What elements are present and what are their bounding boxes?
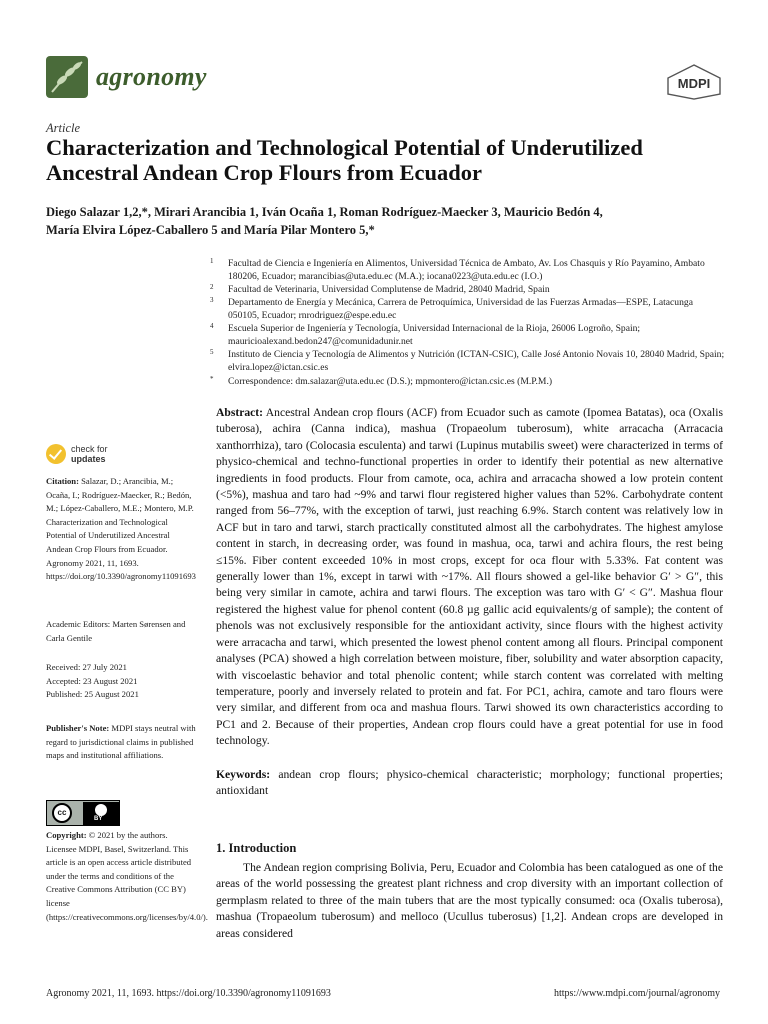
by-icon: BY [83,802,119,825]
abstract-text: Ancestral Andean crop flours (ACF) from Ecuador such as camote (Ipomea Batatas), oca (Oxalis tuberosa), achira (Canna indica), mashua (Tropaeolum tuberosum), white arracacha (Arracacia xanthorrhiza), taro (Colocasia esculenta) and tarwi (Lupinus mutabilis sweet) were characterized in terms of physico-chemical and techno-functional properties in order to identify their potential as new alternative ingredients in food products. Flour from camote, oca, achira and arracacha showed a low protein content (<5%), mashua and taro had ~9% and tarwi flour registered higher values than 52%. Carbohydrate content ranged from 56–77%, with the exception of tarwi, just reaching 6.9%. Starch content was relatively low in ACF but in taro and tarwi, starch practically constituted almost all the carbohydrates. The highest amylose content in starch, in decreasing order, was found in mashua, oca, tarwi and achira flours, the rest being ≤15%. Fiber content exceeded 10% in most crops, except for oca flour with 5.33%. Fat content was generally lower than 1%, except in tarwi with ~17%. All flours showed a gel-like behavior G′ > G″, this being very similar in camote, achira and tarwi flours. The exception was taro with G′ < G″. Mashua flour registered the highest value for phenol content (60.8 µg gallic acid equivalents/g of sample); the content of phenols was not exclusively responsible for the antioxidant activity, since flours with the highest activity were arracacha and tarwi, which presented the lowest phenol content among all flours. Principal component analyses (PCA) showed a high correlation between moisture, fiber, solubility and water absorption capacity, with viscoelastic behavior and total phenolic content; while starch content was correlated with melting temperature, poorly and inversely related to protein and fat. For PC1, achira, camote and taro flours were very similar, and different from oca and mashua flours. Tarwi showed its own characteristics according to PC1 and 2. Because of their properties, Andean crop flours could have a great potential for use in food technology. [216,406,723,748]
affiliation-2: 2 Facultad de Veterinaria, Universidad Complutense de Madrid, 28040 Madrid, Spain [210,283,550,295]
cc-icon: cc [52,803,72,823]
affiliation-5: 5 Instituto de Ciencia y Tecnología de Alimentos y Nutrición (ICTAN-CSIC), Calle José Antonio Novais 10, 28040 Madrid, Spain; elvira.lopez@ictan.csic.es [210,348,725,373]
footer-journal-url[interactable]: https://www.mdpi.com/journal/agronomy [553,988,720,999]
accepted-date: Accepted: 23 August 2021 [46,675,138,686]
author-line-2[interactable]: María Elvira López-Caballero 5 and María Pilar Montero 5,* [46,223,375,237]
publisher-note: Publisher's Note: MDPI stays neutral with regard to jurisdictional claims in published maps and institutional affiliations. [46,723,196,761]
dates-block [46,661,196,702]
author-list [46,203,726,239]
check-icon [46,444,66,464]
article-title: Characterization and Technological Potential of Underutilized Ancestral Andean Crop Flours from Ecuador [46,135,643,185]
cc-by-license-badge[interactable] [46,800,120,826]
keywords-text: andean crop flours; physico-chemical characteristic; morphology; functional properties; antioxidant [216,768,723,798]
academic-editors: Academic Editors: Marten Sørensen and Carla Gentile [46,619,186,643]
affiliation-1: 1 Facultad de Ciencia e Ingeniería en Alimentos, Universidad Técnica de Ambato, Av. Los Chasquis y Río Payamino, Ambato 180206, Ecuador; marancibias@uta.edu.ec (M.A.); iocana0223@uta.edu.ec (I.O.) [210,257,705,282]
keywords [216,767,723,800]
journal-name[interactable]: agronomy [96,62,207,91]
correspondence: * Correspondence: dm.salazar@uta.edu.ec (D.S.); mpmontero@ictan.csic.es (M.P.M.) [210,375,553,387]
abstract-label: Abstract: [216,406,264,419]
article-type: Article [46,121,81,135]
received-date: Received: 27 July 2021 [46,662,127,672]
footer-citation[interactable]: Agronomy 2021, 11, 1693. https://doi.org/10.3390/agronomy11091693 [46,988,331,999]
abstract [216,405,723,750]
journal-logo-icon [46,56,88,98]
published-date: Published: 25 August 2021 [46,689,139,700]
section-heading: 1. Introduction [216,841,297,855]
mdpi-logo[interactable] [666,64,722,100]
affiliation-3: 3 Departamento de Energía y Mecánica, Carrera de Petroquímica, Universidad de las Fuerzas Armadas—ESPE, Latacunga 050105, Ecuador; rnrodriguez@espe.edu.ec [210,296,693,321]
introduction-paragraph: The Andean region comprising Bolivia, Peru, Ecuador and Colombia has been catalogued as one of the areas of the world possessing the greatest plant richness and crop diversity with an important collection of germplasm related to three of the main tubers that are the most typically consumed: oca (Oxalis tuberosa), mashua (Tropaeolum tuberosum) and melloco (Ucullus tuberosus) [1,2]. Andean crops are developed in areas considered [216,861,723,940]
keywords-label: Keywords: [216,768,271,781]
author-line-1[interactable]: Diego Salazar 1,2,*, Mirari Arancibia 1, Iván Ocaña 1, Roman Rodríguez-Maecker 3, Mauricio Bedón 4, [46,205,603,219]
copyright-block: Copyright: © 2021 by the authors. Licensee MDPI, Basel, Switzerland. This article is an open access article distributed under the terms and conditions of the Creative Commons Attribution (CC BY) license (https://creativecommons.org/licenses/by/4.0/). [46,830,208,922]
citation-block: Citation: Salazar, D.; Arancibia, M.; Ocaña, I.; Rodríguez-Maecker, R.; Bedón, M.; López-Caballero, M.E.; Montero, M.P. Characterization and Technological Potential of Underutilized Ancestral Andean Crop Flours from Ecuador. Agronomy 2021, 11, 1693. https://doi.org/10.3390/agronomy11091693 [46,476,196,582]
affiliation-4: 4 Escuela Superior de Ingeniería y Tecnología, Universidad Internacional de la Rioja, 26006 Logroño, Spain; mauricioalexand.bedon247@comunidadunir.net [210,322,641,347]
check-for-updates-button[interactable]: check for updates [46,442,136,470]
mdpi-logo-text: MDPI [677,76,711,91]
